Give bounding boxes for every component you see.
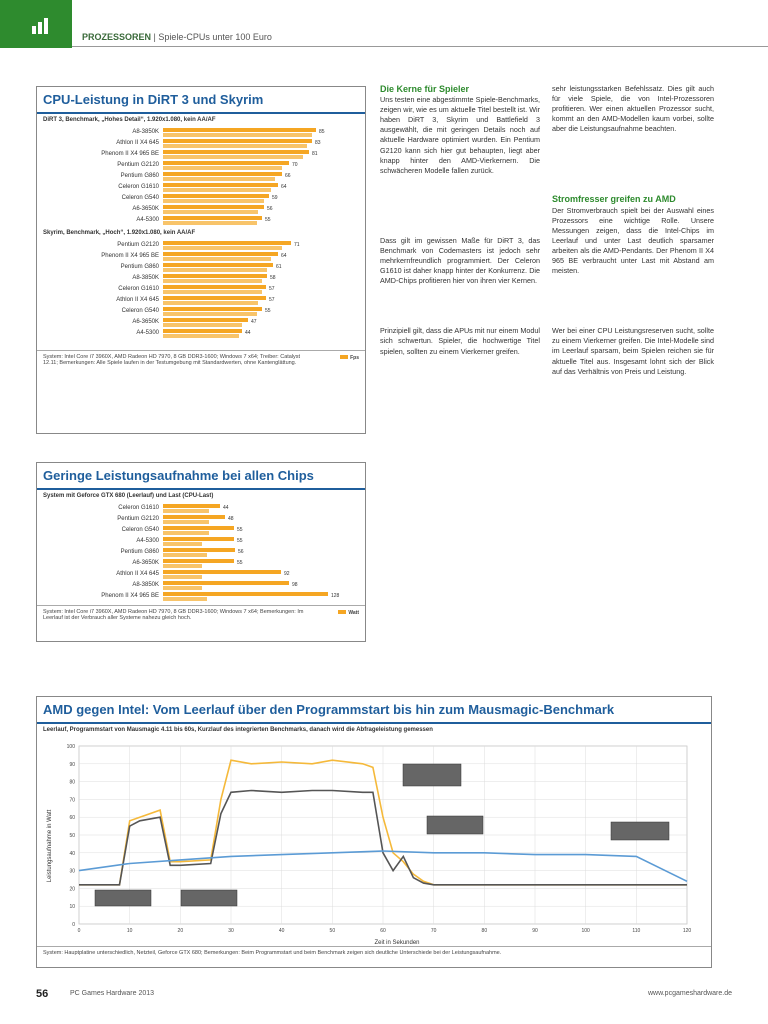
bar-avg [163,564,202,568]
bar-avg [163,509,209,513]
chart-subtitle: Leerlauf, Programmstart von Mausmagic 4.11 bis 60s, Kurzlauf des integrierten Benchmarks, danach wird die Abfrageleistung gemessen [43,727,433,733]
bar-value: 57 [269,297,275,303]
page-header [0,0,768,48]
y-tick-label: 0 [72,922,75,928]
x-tick-label: 10 [126,928,133,934]
bar-avg [163,542,202,546]
header-divider [72,46,768,47]
chart-source [37,350,365,369]
bar-row [37,274,365,283]
section-name: PROZESSOREN [82,32,152,42]
chart-subtitle: DiRT 3, Benchmark, „Hohes Detail“, 1.920x1.080, kein AA/AF [43,117,216,123]
bar-value: 61 [276,264,282,270]
y-tick-label: 50 [69,833,75,839]
bar-value: 44 [223,505,229,511]
source-text: System: Intel Core i7 3960X, AMD Radeon HD 7970, 8 GB DDR3-1600; Windows 7 x64; Bemerkungen: Im Leerlauf ist der Verbrauch aller Systeme nahezu gleich hoch. [43,609,304,621]
bar-row [37,581,365,590]
chart-legend [338,610,359,616]
bar-avg [163,246,282,250]
bar-row [37,150,365,159]
bar-max [163,296,266,300]
chart-subtitle: Skyrim, Benchmark, „Hoch“, 1.920x1.080, kein AA/AF [43,230,196,236]
legend-swatch [338,610,346,614]
bar-row [37,285,365,294]
bar-value: 44 [245,330,251,336]
bar-row [37,183,365,192]
y-tick-label: 10 [69,904,75,911]
x-tick-label: 120 [682,928,692,934]
bar-avg [163,133,312,137]
bar-label: Pentium G2120 [117,516,159,522]
bar-label: A4-5300 [136,538,159,544]
y-tick-label: 30 [69,868,75,875]
bar-value: 58 [270,275,276,281]
chart-grid [67,744,692,934]
bar-label: Athlon II X4 645 [116,571,159,577]
bar-max [163,285,266,289]
bar-row [37,172,365,181]
dirt3-bars [37,128,365,225]
bar-label: A6-3650K [132,206,159,212]
bar-avg [163,597,207,601]
bar-value: 57 [269,286,275,292]
bar-label: Celeron G540 [121,527,159,533]
bar-value: 64 [281,184,287,190]
power-consumption-box [36,462,366,642]
bar-max [163,183,278,187]
x-tick-label: 40 [278,928,285,934]
bar-value: 55 [237,527,243,533]
bar-value: 56 [267,206,273,212]
bar-value: 83 [315,140,321,146]
bar-value: 59 [272,195,278,201]
x-tick-label: 90 [532,928,538,934]
bar-avg [163,290,262,294]
bar-max [163,241,291,245]
bar-max [163,318,248,322]
bar-max [163,194,269,198]
paragraph: Wer bei einer CPU Leistungsreserven sucht, sollte zu einem Vierkerner greifen. Die Intel-Modelle sind im Leerlauf sparsam, beim Spielen reichen sie für aktuelle Titel aus. Insgesamt lohnt sich der Blick auf das Verhältnis von Preis und Leistung. [552,326,714,376]
bar-label: Phenom II X4 965 BE [101,151,159,157]
bar-max [163,581,289,585]
bar-max [163,548,235,552]
bar-max [163,216,262,220]
bar-label: Pentium G860 [120,264,159,270]
section-heading: Die Kerne für Spieler [380,84,470,94]
bar-label: A4-5300 [136,217,159,223]
y-axis-label: Leistungsaufnahme in Watt [47,809,53,883]
cpu-performance-box [36,86,366,434]
bar-label: A8-3850K [132,129,159,135]
bar-row [37,537,365,546]
bar-max [163,537,234,541]
bar-label: Pentium G860 [120,173,159,179]
bar-label: Celeron G540 [121,195,159,201]
bar-avg [163,575,202,579]
bar-avg [163,221,257,225]
bar-value: 70 [292,162,298,168]
bar-avg [163,210,258,214]
bar-row [37,161,365,170]
bar-avg [163,199,264,203]
bar-row [37,216,365,225]
brand-logo [0,0,72,48]
bar-value: 56 [238,549,244,555]
box-title: Geringe Leistungsaufnahme bei allen Chips [37,463,365,490]
bar-label: Phenom II X4 965 BE [101,253,159,259]
x-tick-label: 110 [632,928,641,934]
bar-label: Celeron G1610 [118,286,159,292]
y-tick-label: 100 [66,744,75,750]
x-axis-label: Zeit in Sekunden [374,940,420,946]
bar-row [37,263,365,272]
bar-row [37,194,365,203]
bar-value: 71 [294,242,300,248]
bar-max [163,161,289,165]
bar-max [163,504,220,508]
bar-avg [163,520,209,524]
bar-avg [163,257,271,261]
bar-row [37,526,365,535]
x-tick-label: 80 [481,928,488,934]
bar-value: 98 [292,582,298,588]
paragraph: Prinzipiell gilt, dass die APUs mit nur einem Modul sich schwertun. Spieler, die hochwertige Titel spielen, sollten zu einem Vierkerner greifen. [380,326,540,356]
bar-value: 128 [331,593,340,599]
bar-avg [163,144,307,148]
chart-subtitle: System mit Geforce GTX 680 (Leerlauf) und Last (CPU-Last) [43,493,214,499]
bar-row [37,296,365,305]
bar-avg [163,323,242,327]
bar-value: 85 [319,129,325,135]
section-subtitle: | Spiele-CPUs unter 100 Euro [153,32,272,42]
chart-legend [340,355,359,361]
x-tick-label: 20 [177,928,184,934]
bar-max [163,559,234,563]
box-title: CPU-Leistung in DiRT 3 und Skyrim [37,87,365,114]
legend-label: Watt [348,610,359,616]
bar-label: A8-3850K [132,275,159,281]
legend-label: Fps [350,355,359,361]
bar-row [37,515,365,524]
bar-row [37,307,365,316]
bar-label: Athlon II X4 645 [116,140,159,146]
bar-max [163,205,264,209]
chart-source: System: Hauptplatine unterschiedlich, Netzteil, Geforce GTX 680; Bemerkungen: Beim Programmstart und beim Benchmark zeigen sich deutliche Unterschiede bei der Leistungsaufnahme. [37,946,711,959]
bar-value: 92 [284,571,290,577]
power-line-chart [37,736,709,946]
bar-row [37,318,365,327]
power-bars [37,504,365,601]
y-tick-label: 80 [69,779,75,786]
bar-row [37,548,365,557]
bar-value: 55 [237,560,243,566]
bar-row [37,329,365,338]
bar-label: A8-3850K [132,582,159,588]
bar-label: Celeron G1610 [118,505,159,511]
bar-row [37,139,365,148]
bar-max [163,128,316,132]
publication-name: PC Games Hardware 2013 [70,990,155,997]
bar-label: Celeron G540 [121,308,159,314]
bar-row [37,504,365,513]
text-column-2 [380,84,540,644]
bar-row [37,592,365,601]
bar-chart-icon [30,14,52,36]
bar-avg [163,334,239,338]
bar-max [163,252,278,256]
bar-max [163,329,242,333]
bar-label: Pentium G2120 [117,242,159,248]
bar-label: Phenom II X4 965 BE [101,593,159,599]
skyrim-bars [37,241,365,338]
bar-row [37,252,365,261]
page-number: 56 [36,988,49,1000]
bar-avg [163,166,282,170]
bar-value: 55 [265,217,271,223]
bar-avg [163,155,303,159]
bar-max [163,570,281,574]
bar-max [163,307,262,311]
bar-value: 55 [237,538,243,544]
section-heading: Stromfresser greifen zu AMD [552,194,676,205]
paragraph: Dass gilt im gewissen Maße für DiRT 3, das Benchmark von Codemasters ist jedoch sehr mehrkernfreundlich programmiert. Der Celeron G1610 ist daher knapp hinter der Konkurrenz. Die AMD-Chips profitieren hier von ihren vier Kernen. [380,235,540,286]
y-tick-label: 20 [69,886,75,893]
bar-label: A4-5300 [136,330,159,336]
x-tick-label: 0 [77,928,81,934]
bar-avg [163,312,257,316]
bar-row [37,128,365,137]
bar-avg [163,188,271,192]
y-tick-label: 90 [69,761,75,768]
legend-swatch [340,355,348,359]
bar-label: Pentium G860 [120,549,159,555]
bar-max [163,592,328,596]
bar-max [163,263,273,267]
amd-vs-intel-box [36,696,712,968]
bar-value: 66 [285,173,291,179]
bar-row [37,570,365,579]
bar-max [163,515,225,519]
bar-value: 55 [265,308,271,314]
bar-avg [163,268,267,272]
bar-label: Pentium G2120 [117,162,159,168]
chart-source [37,605,365,624]
bar-max [163,526,234,530]
bar-max [163,172,282,176]
paragraph: Uns testen eine abgestimmte Spiele-Benchmarks, zeigen wir, wie es um aktuelle Titel bestellt ist. Wir haben DiRT 3, Skyrim und Battlefield 3 ausgewählt, die mit geringen Details noch auf aktuelle Hardware optimiert wurden. Ein Pentium G2120 kann sich hier gut behaupten, liegt aber knapp hinter den AMD-Vierkernern. Die schwächeren Modelle fallen zurück. [380,95,540,175]
y-tick-label: 70 [69,797,75,804]
text-column-3 [552,84,714,644]
bar-value: 64 [281,253,287,259]
bar-value: 47 [251,319,257,325]
paragraph: Der Stromverbrauch spielt bei der Auswahl eines Prozessors eine wichtige Rolle. Unsere Messungen zeigen, dass die Intel-Chips im Leerlauf und unter Last deutlich sparsamer arbeiten als die AMD-Pendants. Der Phenom II X4 965 BE verbraucht unter Last mit Abstand am meisten. [552,205,714,276]
bar-row [37,205,365,214]
bar-max [163,139,312,143]
x-tick-label: 70 [430,928,437,934]
paragraph: sehr leistungsstarken Befehlssatz. Dies gilt auch für viele Spiele, die von Intel-Prozessoren profitieren. Wer einen aktuellen Prozessor sucht, kommt an den AMD-Modellen kaum vorbei, sollte aber die Leistungsaufnahme beachten. [552,84,714,134]
bar-label: A6-3650K [132,560,159,566]
bar-row [37,559,365,568]
bar-avg [163,531,209,535]
bar-value: 81 [312,151,318,157]
source-text: System: Intel Core i7 3960X, AMD Radeon HD 7970, 8 GB DDR3-1600; Windows 7 x64; Treiber: Catalyst 12.11; Bemerkungen: Alle Spiele laufen in der Testumgebung mit Standardwerten, ohne Kantenglättung. [43,354,301,366]
box-title: AMD gegen Intel: Vom Leerlauf über den Programmstart bis hin zum Mausmagic-Benchmark [37,697,711,724]
bar-value: 48 [228,516,234,522]
bar-label: Celeron G1610 [118,184,159,190]
bar-label: Athlon II X4 645 [116,297,159,303]
bar-max [163,150,309,154]
bar-avg [163,177,275,181]
bar-avg [163,279,262,283]
x-tick-label: 100 [581,928,590,934]
bar-avg [163,301,258,305]
bar-row [37,241,365,250]
bar-label: A6-3650K [132,319,159,325]
y-tick-label: 60 [69,815,75,822]
x-tick-label: 60 [380,928,386,934]
bar-avg [163,553,207,557]
bar-max [163,274,267,278]
y-tick-label: 40 [69,850,75,857]
x-tick-label: 50 [329,928,336,934]
x-tick-label: 30 [228,928,234,934]
bar-avg [163,586,202,590]
publication-url: www.pcgameshardware.de [647,990,732,997]
